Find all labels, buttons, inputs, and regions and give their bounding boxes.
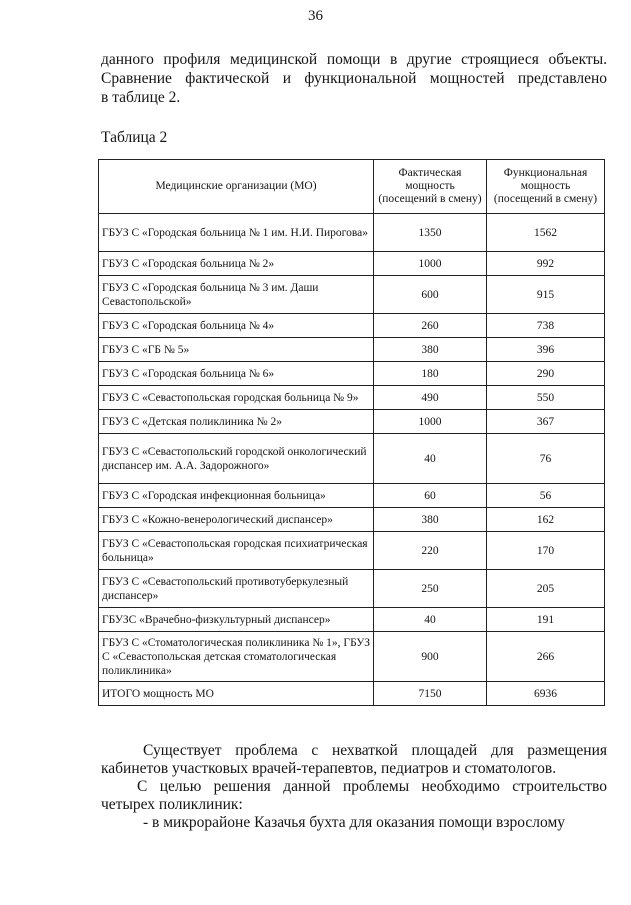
org-cell: ГБУЗ С «Стоматологическая поликлиника № 1», ГБУЗ С «Севастопольская детская стоматологическая поликлиника» <box>99 632 374 682</box>
actual-cell: 250 <box>374 570 487 608</box>
org-cell: ГБУЗ С «Севастопольская городская психиатрическая больница» <box>99 532 374 570</box>
actual-cell: 7150 <box>374 682 487 706</box>
table-row <box>99 214 605 252</box>
actual-cell: 380 <box>374 338 487 362</box>
functional-cell: 367 <box>487 410 605 434</box>
actual-cell: 60 <box>374 484 487 508</box>
actual-cell: 490 <box>374 386 487 410</box>
functional-cell: 738 <box>487 314 605 338</box>
functional-cell: 170 <box>487 532 605 570</box>
functional-cell: 6936 <box>487 682 605 706</box>
body-text <box>101 742 607 832</box>
actual-cell: 220 <box>374 532 487 570</box>
table-caption: Таблица 2 <box>101 129 168 146</box>
functional-cell: 1562 <box>487 214 605 252</box>
actual-cell: 1000 <box>374 252 487 276</box>
table-row <box>99 386 605 410</box>
org-cell: ГБУЗ С «Городская больница № 4» <box>99 314 374 338</box>
header-org: Медицинские организации (МО) <box>99 160 374 214</box>
body-paragraph-3: - в микрорайоне Казачья бухта для оказания помощи взрослому <box>143 814 565 831</box>
table-row <box>99 276 605 314</box>
actual-cell: 380 <box>374 508 487 532</box>
table-row <box>99 532 605 570</box>
actual-cell: 1350 <box>374 214 487 252</box>
org-cell: ГБУЗ С «Севастопольский городской онкологический диспансер им. А.А. Задорожного» <box>99 434 374 484</box>
functional-cell: 992 <box>487 252 605 276</box>
actual-cell: 1000 <box>374 410 487 434</box>
org-cell: ГБУЗ С «Городская больница № 3 им. Даши Севастопольской» <box>99 276 374 314</box>
org-cell: ГБУЗ С «Городская инфекционная больница» <box>99 484 374 508</box>
actual-cell: 260 <box>374 314 487 338</box>
table-row <box>99 682 605 706</box>
table-row <box>99 570 605 608</box>
functional-cell: 56 <box>487 484 605 508</box>
table-row <box>99 338 605 362</box>
intro-paragraph <box>101 50 607 107</box>
functional-cell: 162 <box>487 508 605 532</box>
org-cell: ГБУЗ С «Городская больница № 1 им. Н.И. Пирогова» <box>99 214 374 252</box>
table-row <box>99 632 605 682</box>
org-cell: ГБУЗ С «Городская больница № 6» <box>99 362 374 386</box>
functional-cell: 76 <box>487 434 605 484</box>
capacity-table <box>98 159 605 706</box>
table-row <box>99 314 605 338</box>
functional-cell: 550 <box>487 386 605 410</box>
table-row <box>99 252 605 276</box>
table-row <box>99 362 605 386</box>
functional-cell: 205 <box>487 570 605 608</box>
intro-line-1: данного профиля медицинской помощи в другие строящиеся объекты. <box>101 51 607 68</box>
header-functional: Функциональная мощность (посещений в смену) <box>487 160 605 214</box>
table-body <box>99 214 605 706</box>
org-cell: ИТОГО мощность МО <box>99 682 374 706</box>
table-row <box>99 434 605 484</box>
functional-cell: 396 <box>487 338 605 362</box>
intro-line-2: Сравнение фактической и функциональной мощностей представлено <box>101 70 607 87</box>
page-number: 36 <box>308 8 323 24</box>
actual-cell: 900 <box>374 632 487 682</box>
actual-cell: 180 <box>374 362 487 386</box>
functional-cell: 191 <box>487 608 605 632</box>
org-cell: ГБУЗС «Врачебно-физкультурный диспансер» <box>99 608 374 632</box>
org-cell: ГБУЗ С «ГБ № 5» <box>99 338 374 362</box>
org-cell: ГБУЗ С «Детская поликлиника № 2» <box>99 410 374 434</box>
header-actual: Фактическая мощность (посещений в смену) <box>374 160 487 214</box>
actual-cell: 40 <box>374 434 487 484</box>
functional-cell: 266 <box>487 632 605 682</box>
actual-cell: 40 <box>374 608 487 632</box>
org-cell: ГБУЗ С «Севастопольская городская больница № 9» <box>99 386 374 410</box>
table-row <box>99 410 605 434</box>
table-header-row <box>99 160 605 214</box>
table-row <box>99 484 605 508</box>
body-paragraph-2: С целью решения данной проблемы необходимо строительство четырех поликлиник: <box>101 778 607 813</box>
org-cell: ГБУЗ С «Городская больница № 2» <box>99 252 374 276</box>
org-cell: ГБУЗ С «Кожно-венерологический диспансер» <box>99 508 374 532</box>
org-cell: ГБУЗ С «Севастопольский противотуберкулезный диспансер» <box>99 570 374 608</box>
actual-cell: 600 <box>374 276 487 314</box>
functional-cell: 290 <box>487 362 605 386</box>
table-row <box>99 608 605 632</box>
intro-line-3: в таблице 2. <box>101 89 181 106</box>
functional-cell: 915 <box>487 276 605 314</box>
table-row <box>99 508 605 532</box>
body-paragraph-1: Существует проблема с нехваткой площадей для размещения кабинетов участковых врачей-терапевтов, педиатров и стоматологов. <box>101 742 607 777</box>
